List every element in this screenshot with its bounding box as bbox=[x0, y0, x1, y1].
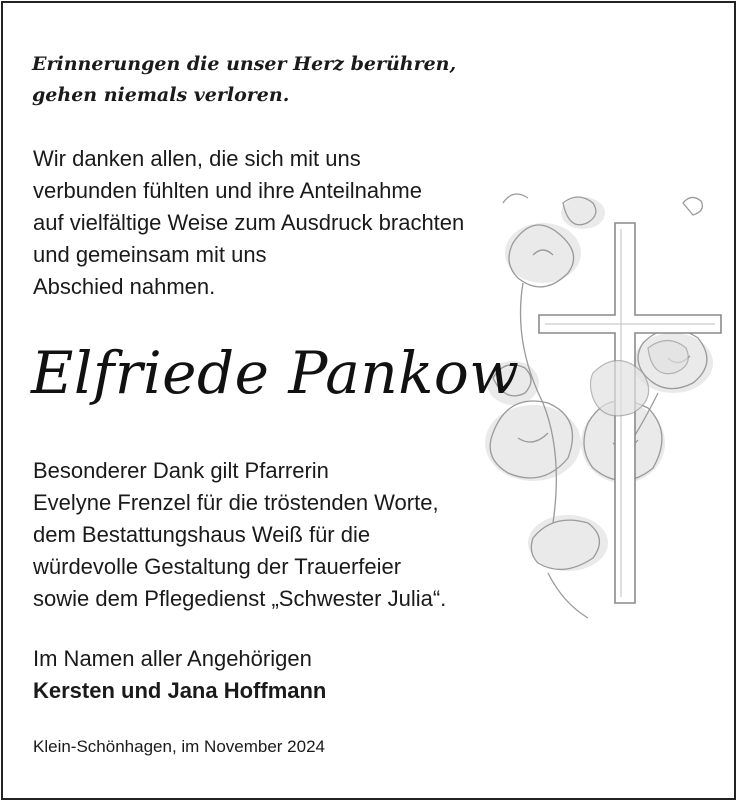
obituary-frame bbox=[1, 1, 736, 800]
special-thanks-line: Besonderer Dank gilt Pfarrerin bbox=[33, 458, 329, 483]
on-behalf-line: Im Namen aller Angehörigen bbox=[33, 646, 312, 671]
special-thanks-line: würdevolle Gestaltung der Trauerfeier bbox=[33, 554, 402, 579]
thanks-line: Wir danken allen, die sich mit uns bbox=[33, 146, 361, 171]
special-thanks-line: Evelyne Frenzel für die tröstenden Worte, bbox=[33, 490, 439, 515]
special-thanks-text bbox=[33, 455, 446, 615]
motto-line: gehen niemals verloren. bbox=[32, 84, 290, 106]
motto bbox=[32, 49, 456, 111]
thanks-line: und gemeinsam mit uns bbox=[33, 242, 267, 267]
deceased-name: Elfriede Pankow bbox=[31, 339, 520, 407]
signatory-names: Kersten und Jana Hoffmann bbox=[33, 678, 327, 703]
special-thanks-line: dem Bestattungshaus Weiß für die bbox=[33, 522, 371, 547]
thanks-text bbox=[33, 143, 464, 303]
special-thanks-line: sowie dem Pflegedienst „Schwester Julia“. bbox=[33, 586, 447, 611]
thanks-line: auf vielfältige Weise zum Ausdruck brachten bbox=[33, 210, 465, 235]
signature-block bbox=[33, 643, 326, 707]
thanks-line: verbunden fühlten und ihre Anteilnahme bbox=[33, 178, 422, 203]
place-date: Klein-Schönhagen, im November 2024 bbox=[33, 737, 326, 756]
motto-line: Erinnerungen die unser Herz berühren, bbox=[32, 53, 457, 75]
obituary-content bbox=[3, 3, 734, 798]
thanks-line: Abschied nahmen. bbox=[33, 274, 216, 299]
